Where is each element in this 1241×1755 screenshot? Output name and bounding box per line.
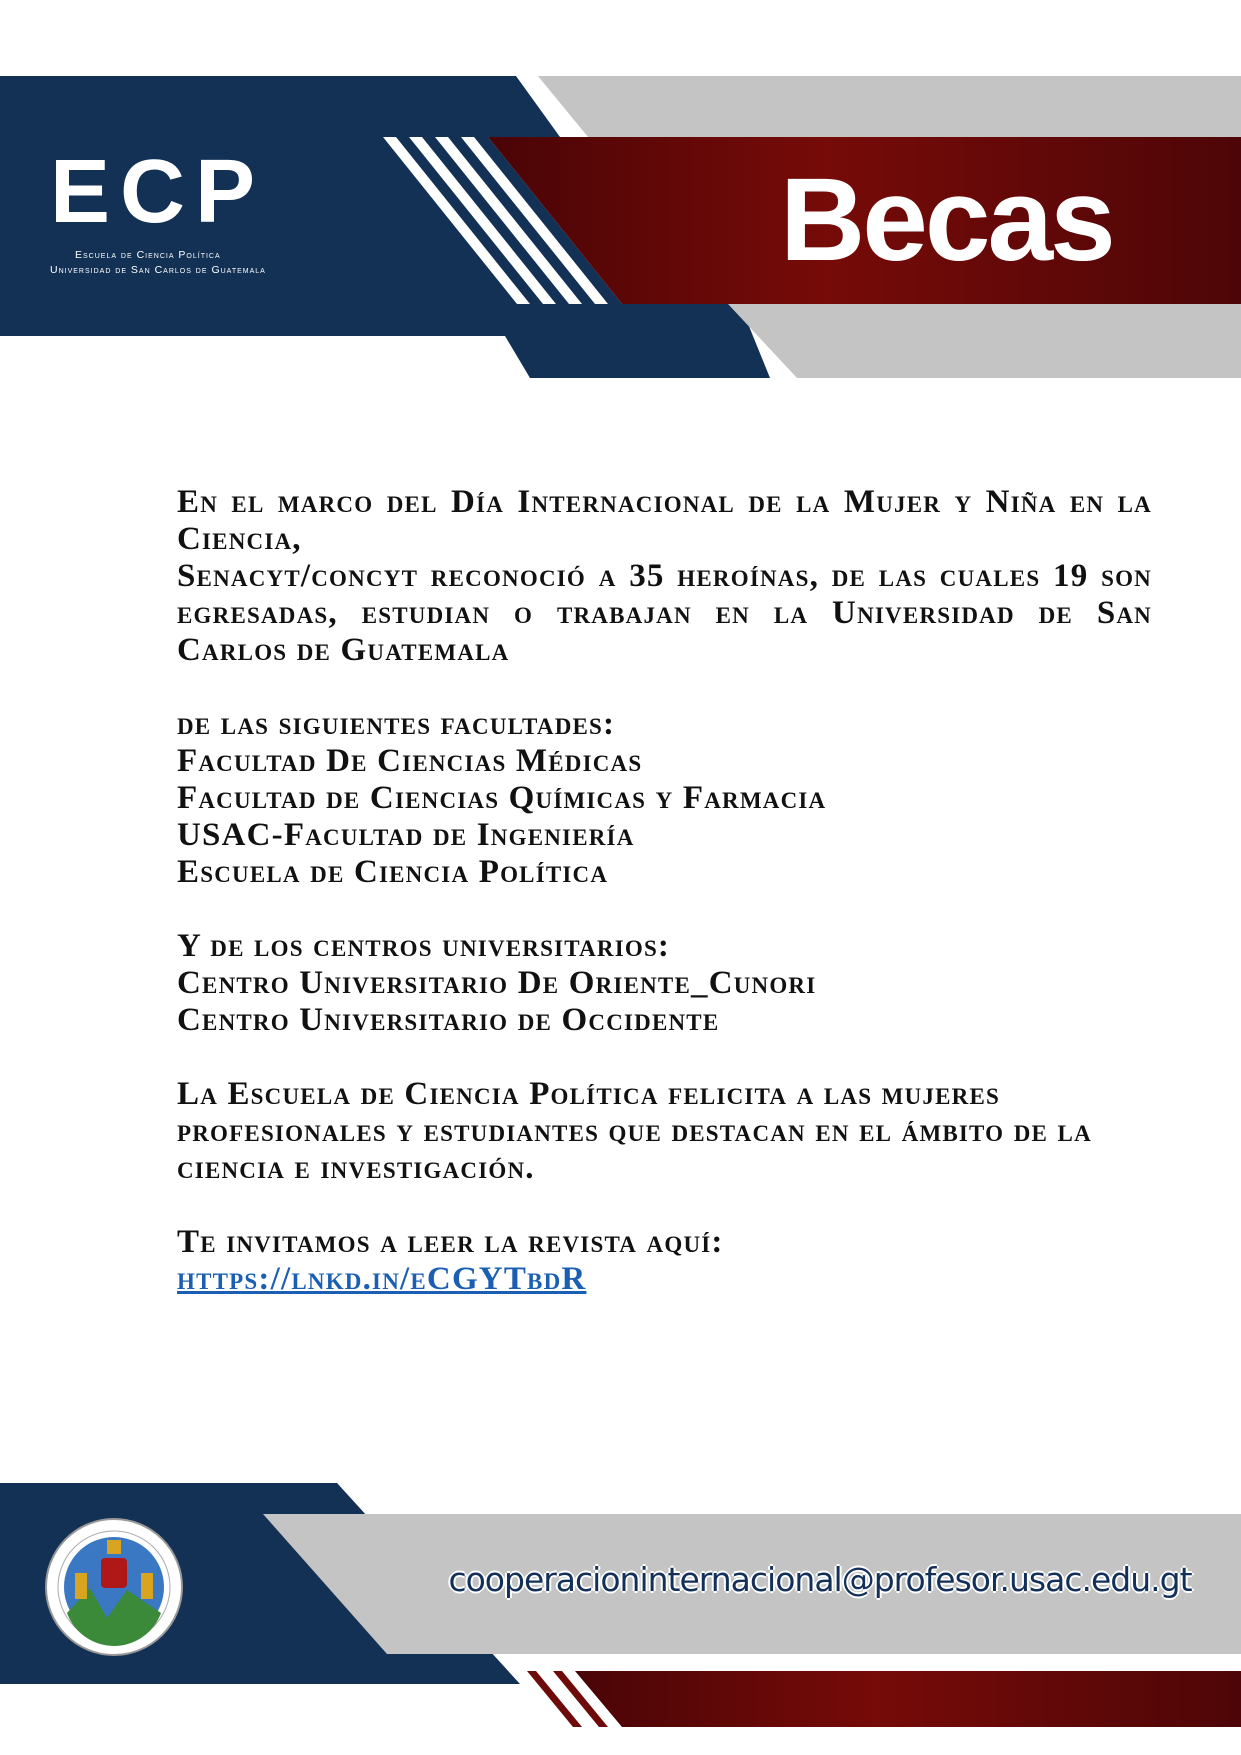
list-item: Facultad De Ciencias Médicas bbox=[177, 743, 643, 779]
contact-email[interactable]: cooperacioninternacional@profesor.usac.edu.gt bbox=[448, 1560, 1192, 1599]
header-gray-bottom-band bbox=[728, 304, 1241, 378]
list-item: Centro Universitario de Occidente bbox=[177, 1002, 720, 1038]
logo-school-name: Escuela de Ciencia Política bbox=[75, 249, 221, 261]
usac-seal-icon bbox=[45, 1518, 183, 1656]
list-item: Centro Universitario De Oriente_Cunori bbox=[177, 965, 817, 1001]
centers-intro: Y de los centros universitarios: bbox=[177, 928, 671, 964]
list-item: USAC-Facultad de Ingeniería bbox=[177, 817, 635, 853]
intro-line: En el marco del Día Internacional de la Mujer y Niña en la Ciencia, bbox=[177, 484, 1152, 557]
invite-paragraph bbox=[177, 1224, 1152, 1298]
faculties-list bbox=[177, 706, 1152, 891]
magazine-link[interactable]: https://lnkd.in/eCGYTbdR bbox=[177, 1261, 587, 1297]
centers-list bbox=[177, 928, 1152, 1039]
page-title: Becas bbox=[780, 154, 1113, 286]
intro-paragraph bbox=[177, 484, 1152, 669]
logo-mark: ECP bbox=[50, 142, 266, 242]
congrats-paragraph: La Escuela de Ciencia Política felicita a las mujeres profesionales y estudiantes que destacan en el ámbito de la ciencia e investigación. bbox=[177, 1076, 1092, 1186]
ecp-logo bbox=[50, 140, 350, 278]
header-gray-top-band bbox=[538, 76, 1241, 137]
invite-text: Te invitamos a leer la revista aquí: bbox=[177, 1224, 724, 1260]
intro-line: Senacyt/concyt reconoció a 35 heroínas, de las cuales 19 son egresadas, estudian o trabajan en la Universidad de San Carlos de Guatemala bbox=[177, 558, 1152, 668]
footer-red-band bbox=[575, 1671, 1241, 1727]
list-item: Facultad de Ciencias Químicas y Farmacia bbox=[177, 780, 827, 816]
logo-university-name: Universidad de San Carlos de Guatemala bbox=[50, 264, 266, 276]
list-item: Escuela de Ciencia Política bbox=[177, 854, 609, 890]
faculties-intro: de las siguientes facultades: bbox=[177, 706, 616, 742]
announcement-body bbox=[177, 484, 1152, 1335]
